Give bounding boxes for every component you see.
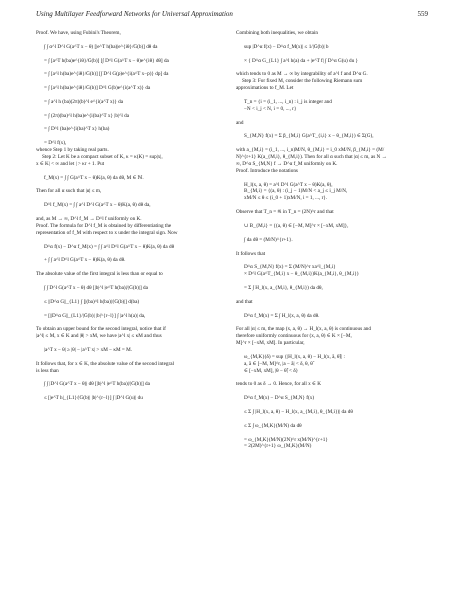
text-line: therefore uniformly continuous for (x, a, θ) ∈ K × [−M, — [236, 333, 352, 340]
equation-line: ∫ ∫ D^l G(a^T x − θ) dθ [|b|^l |e^T ĥ(ba)|/|Ĝ(b)|] da — [44, 284, 148, 291]
equation-line: D^l f_M(x) = ∫ ∫ a^l D^l G(a^T x − θ)K(a, θ) dθ da, — [44, 202, 151, 209]
text-line: and, as M → ∞, D^l f_M → D^l f uniformly on K. — [36, 216, 142, 223]
equation-line: xM/N ≤ θ ≤ (i_0 + 1)xM/N, i = 1, ..., r}. — [244, 195, 328, 202]
equation-line: ∈ [−xM, xM], |θ − θ̃| < δ} — [244, 367, 299, 374]
equation-line: = ∫ a^l ĥ (ba)(2π)(b)^l e^{i(a^T x)} da — [44, 98, 124, 105]
text-line: approximations to f_M. Let — [236, 85, 294, 92]
line-gap — [36, 133, 229, 140]
equation-line: D^α f_M(x) = Σ ∫ H_l(x, a, θ) da dθ. — [244, 312, 320, 319]
text-line: representation of f_M with respect to x under the integral sign. Now — [36, 229, 178, 236]
line-gap — [236, 230, 432, 237]
equation-line: × { D^α G_{L1} ∫ a^l ĥ(a) da + |e^T f̂| ∫ D^α G(u) du } — [244, 57, 359, 64]
text-line: Step 3: For fixed M, consider the following Riemann sum — [242, 78, 363, 85]
line-gap — [36, 375, 229, 382]
line-gap — [36, 264, 229, 271]
text-line: It follows that, for x ∈ K, the absolute value of the second integral — [36, 360, 174, 367]
line-gap — [236, 319, 432, 326]
text-line: x ∈ K| < ∞ and let | > κr + 1. Put — [36, 160, 105, 167]
text-line: whence Step 1 by taking real parts. — [36, 147, 109, 154]
equation-line: D^α S_{M,N} f(x) = Σ (M/N)^r xa^l_{M,i} — [244, 264, 336, 271]
line-gap — [236, 257, 432, 264]
text-line: |a^l| ≤ M, x ∈ K and |θ| > xM, we have |a^l x| ≤ κM and thus — [36, 333, 162, 340]
equation-line: H_l(x, a, θ) = a^l D^l G(a^T x − θ)K(a, θ), — [244, 181, 333, 188]
line-gap — [36, 354, 229, 361]
line-gap — [236, 402, 432, 409]
line-gap — [36, 51, 229, 58]
equation-line: = 2(2M)^{r+1} ω_{M,K}(M/N) — [244, 443, 312, 450]
line-gap — [36, 292, 229, 299]
equation-line: = ∫ [a^l ĥ(ba)e^{iθ}/Ĝ(b)] D^l G(b)e^{i(a^T x)} da — [44, 85, 151, 92]
line-gap — [236, 416, 432, 423]
equation-line: S_{M,N} f(x) = Σ β_{M,i} G(a^T_{i,i} x − θ_{M,i}) ∈ Σ(G), — [244, 133, 374, 140]
equation-line: D^α f(x) − D^α f_M(x) = ∫ ∫ a^l D^l G(a^T x − θ)K(a, θ) da dθ — [44, 243, 175, 250]
line-gap — [36, 278, 229, 285]
equation-line: ≤ [|e^T ĥ|_{L1}/|Ĝ(b)| |b|^{r−l}] ∫ |D^l G(u)| du — [44, 395, 143, 402]
line-gap — [236, 278, 432, 285]
line-gap — [36, 195, 229, 202]
line-gap — [236, 37, 432, 44]
equation-line: = Σ ∫ H_l(x, a_{M,i}, θ_{M,i}) da dθ, — [244, 284, 323, 291]
line-gap — [236, 51, 432, 58]
text-line: Proof. We have, using Fubini's Theorem, — [36, 30, 121, 36]
equation-line: a, ã ∈ [−M, M]^r, |a − ã| < δ, θ, θ̃ — [244, 360, 313, 367]
line-gap — [236, 140, 432, 147]
line-gap — [236, 113, 432, 120]
equation-line: ∫ ∫ α^l D^l G(a^T x − θ) [|e^T ĥ(ba)|e^{iθ}/Ĝ(b)] dθ da — [44, 43, 158, 50]
text-line: Observe that T_n = #i in T_n = (2N)^r and that — [236, 209, 334, 216]
equation-line: ω_{M,K}(δ) = sup {|H_l(x, a, θ) − H_l(x, ã, θ̃)| : — [244, 353, 345, 360]
running-header — [36, 10, 428, 22]
text-line: The absolute value of the first integral is less than or equal to — [36, 271, 163, 278]
text-line: It follows that — [236, 250, 266, 257]
equation-line: = ∫ (2π)(ba)^l ĥ(ba)e^{i(ba)^T x} |b|^l da — [44, 112, 130, 119]
line-gap — [36, 37, 229, 44]
line-gap — [236, 175, 432, 182]
line-gap — [36, 168, 229, 175]
line-gap — [236, 388, 432, 395]
equation-line: = ∫ [a^T ĥ(ba)e^{iθ}/Ĝ(b)] [∫ D^l G(a^T x − θ)e^{iθ} dθ] da — [44, 57, 169, 64]
equation-line: = D^l f(x), — [44, 140, 67, 147]
equation-line: = ∫ D^l (ba)e^{i(ba)^T x} ĥ(ba) — [44, 126, 110, 133]
equation-line: ≤ ||D^α G||_{L1} ∫ [|(ba)^l ĥ(ba)|/|Ĝ(b)|] d(ba) — [44, 298, 140, 305]
line-gap — [236, 244, 432, 251]
equation-line: × D^l G(a^T_{M,i} x − θ_{M,i})K(a_{M,i}, θ_{M,i}) — [244, 271, 359, 278]
text-line: ∞, D^α S_{M,N} f → D^α f_M uniformly on K. — [236, 160, 338, 167]
equation-line: = ∫ [a^l ĥ(ba)e^{iθ}/Ĝ(b)] [∫ D^l G(p)e^{i(a^T x−p)} dp] da — [44, 71, 169, 78]
equation-line: + ∫ ∫ a^l D^l G(a^T x − θ)K(a, θ) da dθ. — [44, 257, 126, 264]
text-line: Combining both inequalities, we obtain — [236, 30, 318, 36]
text-line: and that — [236, 298, 253, 305]
line-gap — [36, 78, 229, 85]
left-column — [36, 30, 229, 402]
running-title: Using Multilayer Feedforward Networks for Universal Approximation — [36, 10, 233, 18]
equation-line: ∪ B_{M,i} = {(a, θ) ∈ [−M, M]^r × [−xM, xM]}, — [244, 222, 349, 229]
line-gap — [236, 347, 432, 354]
line-gap — [236, 306, 432, 313]
text-line: N)^{r+1} K(a_{M,i}, θ_{M,i}). Then for all α such that |α| ≤ m, as N → — [236, 154, 387, 161]
text-line: and — [236, 119, 244, 126]
equation-line: D^α f_M(x) − D^α S_{M,N} f(x) — [244, 395, 315, 402]
text-line: which tends to 0 as M → ∞ by integrability of a^l f̂ and D^α G. — [236, 71, 368, 78]
line-gap — [236, 375, 432, 382]
equation-line: = [||D^α G||_{L1}/|Ĝ(b)| |b|^{r−l}] ∫ |a^l ĥ(a)| da, — [44, 312, 146, 319]
equation-line: ∫ da dθ = (M/N)^{r+1}. — [244, 236, 293, 243]
text-line: tends to 0 as δ → 0. Hence, for all x ∈ K — [236, 381, 321, 388]
line-gap — [36, 388, 229, 395]
page-number: 559 — [417, 10, 428, 18]
line-gap — [36, 120, 229, 127]
line-gap — [36, 92, 229, 99]
equation-line: ≤ Σ ∫ |H_l(x, a, θ) − H_l(x, a_{M,i}, θ_{M,i})| da dθ — [244, 408, 353, 415]
equation-line: |a^T x − θ| ≥ |θ| − |a^T x| > xM − κM = M. — [44, 346, 132, 353]
line-gap — [236, 216, 432, 223]
line-gap — [36, 251, 229, 258]
line-gap — [236, 126, 432, 133]
line-gap — [36, 319, 229, 326]
line-gap — [36, 237, 229, 244]
text-line: Step 2: Let K be a compact subset of K, κ = κ(K) = sup|x|, — [42, 154, 163, 161]
text-line: Then for all α such that |α| ≤ m, — [36, 188, 102, 195]
line-gap — [36, 106, 229, 113]
text-line: is less than — [36, 367, 59, 374]
equation-line: B_{M,i} = {(a, θ) : (i_j − 1)M/N < a_j ≤ i_j M/N, — [244, 188, 348, 195]
line-gap — [36, 340, 229, 347]
line-gap — [36, 209, 229, 216]
equation-line: f_M(x) = ∫ ∫ G(a^T x − θ)K(a, θ) da dθ, M ∈ ℕ. — [44, 174, 144, 181]
text-line: For all |α| ≤ m, the map (x, a, θ) → H_l(x, a, θ) is continuous and — [236, 326, 371, 333]
line-gap — [236, 92, 432, 99]
equation-line: T_n = {i = (i_1, ..., i_n) : i_j is integer and — [244, 98, 332, 105]
text-line: Proof. Introduce the notations — [236, 167, 298, 174]
text-line: To obtain an upper bound for the second integral, notice that if — [36, 326, 166, 333]
line-gap — [236, 430, 432, 437]
right-column — [236, 30, 432, 450]
line-gap — [236, 292, 432, 299]
equation-line: ∫ ∫ |D^l G(a^T x − θ)| dθ [|b|^l |e^T ĥ(ba)|/|Ĝ(b)|] da — [44, 381, 150, 388]
line-gap — [36, 64, 229, 71]
text-line: M]^r × [−xM, xM]. In particular, — [236, 340, 305, 347]
equation-line: ≤ Σ ∫ ω_{M,K}(M/N) da dθ — [244, 422, 302, 429]
line-gap — [36, 182, 229, 189]
equation-line: = ω_{M,K}(M/N)(2N)^r x(M/N)^{r+1} — [244, 436, 328, 443]
text-line: Proof. The formula for D^l f_M is obtained by differentiating the — [36, 222, 172, 229]
equation-line: −N < i_j < N, i = 0, ..., r} — [244, 105, 297, 112]
equation-line: sup |D^α f(x) − D^α f_M(x)| ≤ 1/|Ĝ(b)| b — [244, 43, 329, 50]
text-line: with a_{M,i} = (i_1, ..., i_n)M/N, θ_{M,i} = i_0 xM/N, β_{M,i} = (M/ — [236, 147, 385, 154]
line-gap — [236, 64, 432, 71]
line-gap — [36, 306, 229, 313]
line-gap — [236, 202, 432, 209]
